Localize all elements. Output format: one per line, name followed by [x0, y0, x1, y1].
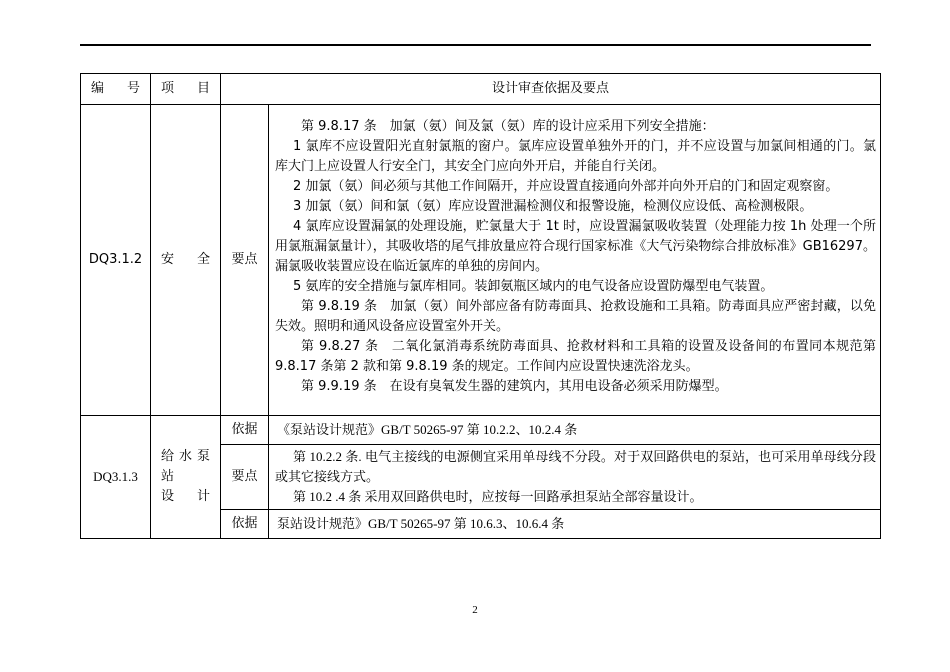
row-item-line2: 设 计: [161, 489, 210, 504]
clause-9-8-17: 第 9.8.17 条 加氯（氨）间及氯（氨）库的设计应采用下列安全措施：: [301, 119, 715, 134]
row-item-line1: 给水泵站: [161, 449, 210, 484]
header-rule: [80, 44, 871, 46]
page-number: 2: [472, 604, 478, 616]
header-item: 项 目: [151, 74, 221, 105]
table-row-pump-basis: [81, 416, 881, 445]
clause-10-2-2: 第 10.2.2 条. 电气主接线的电源侧宜采用单母线不分段。对于双回路供电的泵站，也可采用单母线分段或其它接线方式。: [275, 449, 877, 484]
safety-points: [269, 105, 881, 416]
measure-4: 4 氯库应设置漏氯的处理设施，贮氯量大于 1t 时，应设置漏氯吸收装置（处理能力按 1h 处理一个所用氯瓶漏氯量计），其吸收塔的尾气排放量应符合现行国家标准《大气污染物综合排放标准》GB16297。漏氯吸收装置应设在临近氯库的单独的房间内。: [275, 219, 877, 274]
row-number: DQ3.1.3: [81, 416, 151, 539]
measure-5: 5 氨库的安全措施与氯库相同。装卸氨瓶区域内的电气设备应设置防爆型电气装置。: [293, 279, 774, 294]
row-item: 安 全: [151, 105, 221, 416]
measure-3: 3 加氯（氨）间和氯（氨）库应设置泄漏检测仪和报警设施，检测仪应设低、高检测极限。: [293, 199, 813, 214]
clause-9-8-19: 第 9.8.19 条 加氯（氨）间外部应备有防毒面具、抢救设施和工具箱。防毒面具应严密封藏，以免失效。照明和通风设备应设置室外开关。: [275, 299, 877, 334]
basis-text: 《泵站设计规范》GB/T 50265-97 第 10.2.2、10.2.4 条: [269, 416, 881, 445]
clause-10-2-4: 第 10.2 .4 条 采用双回路供电时，应按每一回路承担泵站全部容量设计。: [293, 489, 703, 504]
row-item: [151, 416, 221, 539]
points-label: 要点: [221, 445, 269, 510]
basis-label: 依据: [221, 416, 269, 445]
basis-text: 泵站设计规范》GB/T 50265-97 第 10.6.3、10.6.4 条: [269, 510, 881, 539]
points-label: 要点: [221, 105, 269, 416]
row-number: DQ3.1.2: [81, 105, 151, 416]
header-basis: 设计审查依据及要点: [221, 74, 881, 105]
table-header-row: [81, 74, 881, 105]
basis-label: 依据: [221, 510, 269, 539]
clause-9-9-19: 第 9.9.19 条 在设有臭氧发生器的建筑内，其用电设备必须采用防爆型。: [301, 379, 728, 394]
clause-9-8-27: 第 9.8.27 条 二氧化氯消毒系统防毒面具、抢救材料和工具箱的设置及设备间的布置同本规范第 9.8.17 条第 2 款和第 9.8.19 条的规定。工作间内应设置快速洗浴龙头。: [275, 339, 877, 374]
review-table: [80, 73, 881, 539]
pump-points: [269, 445, 881, 510]
measure-1: 1 氯库不应设置阳光直射氯瓶的窗户。氯库应设置单独外开的门，并不应设置与加氯间相通的门。氯库大门上应设置人行安全门，其安全门应向外开启，并能自行关闭。: [275, 139, 877, 174]
table-row-safety: [81, 105, 881, 416]
measure-2: 2 加氯（氨）间必须与其他工作间隔开，并应设置直接通向外部并向外开启的门和固定观察窗。: [293, 179, 839, 194]
header-number: 编 号: [81, 74, 151, 105]
